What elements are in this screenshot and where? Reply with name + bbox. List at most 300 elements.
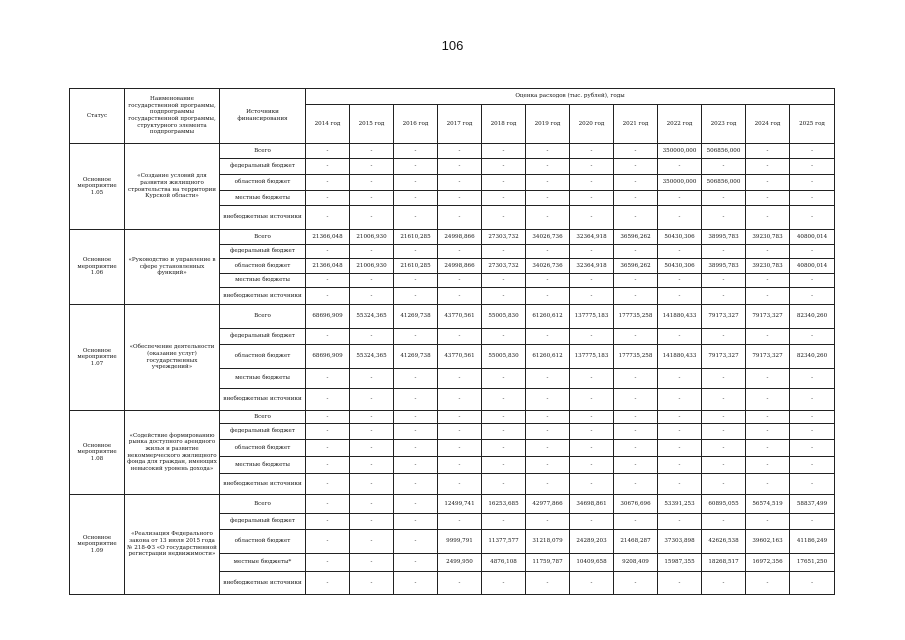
value-cell: - <box>526 274 570 288</box>
value-cell: - <box>350 530 394 554</box>
value-cell: - <box>570 245 614 259</box>
value-cell: - <box>570 288 614 305</box>
value-cell: - <box>306 191 350 206</box>
value-cell: - <box>702 159 746 175</box>
value-cell: - <box>526 206 570 230</box>
value-cell: - <box>438 369 482 389</box>
header-year: 2017 год <box>438 105 482 144</box>
value-cell: 4876,108 <box>482 554 526 572</box>
value-cell: 21610,285 <box>394 230 438 245</box>
value-cell: 38995,783 <box>702 259 746 274</box>
value-cell: 34026,736 <box>526 259 570 274</box>
value-cell: - <box>438 514 482 530</box>
funding-source-cell: местные бюджеты* <box>220 554 306 572</box>
value-cell: - <box>702 206 746 230</box>
header-name: Наименование государственной программы, подпрограммы государственной программы, структурного элемента подпрограммы <box>125 89 220 144</box>
value-cell: - <box>702 457 746 474</box>
value-cell: - <box>526 329 570 345</box>
value-cell: 39602,163 <box>746 530 790 554</box>
value-cell: - <box>394 495 438 514</box>
value-cell: - <box>350 572 394 595</box>
value-cell: - <box>790 411 835 424</box>
value-cell: - <box>306 159 350 175</box>
value-cell: - <box>526 175 570 191</box>
value-cell: - <box>614 206 658 230</box>
header-year: 2024 год <box>746 105 790 144</box>
value-cell: 16253,685 <box>482 495 526 514</box>
value-cell: - <box>790 144 835 159</box>
value-cell: - <box>790 274 835 288</box>
value-cell: - <box>482 329 526 345</box>
value-cell: - <box>658 159 702 175</box>
value-cell: - <box>306 144 350 159</box>
value-cell: - <box>790 389 835 411</box>
value-cell: - <box>482 411 526 424</box>
table-row <box>70 230 835 245</box>
value-cell: - <box>746 572 790 595</box>
value-cell: 11759,787 <box>526 554 570 572</box>
value-cell: - <box>570 457 614 474</box>
funding-source-cell: внебюджетные источники <box>220 572 306 595</box>
value-cell: - <box>526 245 570 259</box>
value-cell: - <box>614 274 658 288</box>
program-name-cell: «Руководство и управление в сфере установленных функций» <box>125 230 220 305</box>
budget-table <box>69 88 835 595</box>
value-cell: - <box>438 440 482 457</box>
value-cell: 21006,930 <box>350 230 394 245</box>
value-cell: 55005,830 <box>482 345 526 369</box>
header-year: 2025 год <box>790 105 835 144</box>
value-cell: - <box>306 495 350 514</box>
value-cell: - <box>746 288 790 305</box>
value-cell: - <box>394 514 438 530</box>
header-year: 2014 год <box>306 105 350 144</box>
value-cell: - <box>614 329 658 345</box>
value-cell: 55324,365 <box>350 345 394 369</box>
value-cell: 21006,930 <box>350 259 394 274</box>
status-cell: Основное мероприятие 1.07 <box>70 305 125 411</box>
value-cell: - <box>614 175 658 191</box>
funding-source-cell: Всего <box>220 144 306 159</box>
value-cell: - <box>526 474 570 495</box>
value-cell: 36596,262 <box>614 259 658 274</box>
funding-source-cell: Всего <box>220 411 306 424</box>
status-cell: Основное мероприятие 1.09 <box>70 495 125 595</box>
value-cell: 41269,738 <box>394 305 438 329</box>
value-cell: - <box>482 245 526 259</box>
value-cell: 21468,287 <box>614 530 658 554</box>
value-cell: - <box>438 329 482 345</box>
value-cell: - <box>658 411 702 424</box>
funding-source-cell: федеральный бюджет <box>220 424 306 440</box>
value-cell: - <box>394 457 438 474</box>
value-cell: - <box>746 514 790 530</box>
value-cell: - <box>394 424 438 440</box>
value-cell: - <box>790 474 835 495</box>
value-cell: - <box>790 424 835 440</box>
value-cell: 36596,262 <box>614 230 658 245</box>
value-cell: 21366,048 <box>306 230 350 245</box>
value-cell: - <box>746 424 790 440</box>
value-cell: - <box>438 144 482 159</box>
value-cell: - <box>526 424 570 440</box>
value-cell: 40800,014 <box>790 259 835 274</box>
value-cell: - <box>614 514 658 530</box>
funding-source-cell: областной бюджет <box>220 530 306 554</box>
value-cell: 50430,306 <box>658 259 702 274</box>
value-cell: - <box>350 411 394 424</box>
value-cell: 27303,732 <box>482 230 526 245</box>
value-cell: - <box>394 554 438 572</box>
value-cell: - <box>482 206 526 230</box>
value-cell: 37303,898 <box>658 530 702 554</box>
value-cell: - <box>570 474 614 495</box>
value-cell: - <box>482 440 526 457</box>
value-cell: - <box>350 554 394 572</box>
value-cell: 24289,203 <box>570 530 614 554</box>
funding-source-cell: внебюджетные источники <box>220 206 306 230</box>
value-cell: - <box>306 530 350 554</box>
value-cell: - <box>482 191 526 206</box>
value-cell: - <box>614 424 658 440</box>
value-cell: - <box>570 514 614 530</box>
value-cell: 38995,783 <box>702 230 746 245</box>
value-cell: - <box>702 411 746 424</box>
value-cell: - <box>702 191 746 206</box>
value-cell: - <box>482 572 526 595</box>
value-cell: - <box>482 457 526 474</box>
value-cell: - <box>658 288 702 305</box>
value-cell: - <box>482 274 526 288</box>
value-cell: 11377,577 <box>482 530 526 554</box>
value-cell: - <box>790 514 835 530</box>
value-cell: - <box>482 424 526 440</box>
value-cell: - <box>438 411 482 424</box>
value-cell: - <box>570 572 614 595</box>
value-cell: - <box>658 424 702 440</box>
value-cell: - <box>790 440 835 457</box>
value-cell: - <box>438 474 482 495</box>
value-cell: - <box>790 206 835 230</box>
value-cell: - <box>306 554 350 572</box>
program-name-cell: «Содействие формированию рынка доступного арендного жилья и развитие некоммерческого жилищного фонда для граждан, имеющих невысокий уровень дохода» <box>125 411 220 495</box>
value-cell: - <box>350 389 394 411</box>
value-cell: - <box>614 474 658 495</box>
funding-source-cell: местные бюджеты <box>220 191 306 206</box>
value-cell: - <box>570 159 614 175</box>
value-cell: - <box>658 389 702 411</box>
value-cell: - <box>394 389 438 411</box>
value-cell: 55324,365 <box>350 305 394 329</box>
value-cell: - <box>394 144 438 159</box>
value-cell: - <box>614 245 658 259</box>
value-cell: - <box>746 144 790 159</box>
value-cell: - <box>614 144 658 159</box>
value-cell: - <box>790 288 835 305</box>
value-cell: - <box>658 191 702 206</box>
funding-source-cell: федеральный бюджет <box>220 514 306 530</box>
value-cell: - <box>350 175 394 191</box>
table-row <box>70 305 835 329</box>
value-cell: - <box>394 288 438 305</box>
value-cell: - <box>658 514 702 530</box>
value-cell: 50430,306 <box>658 230 702 245</box>
funding-source-cell: областной бюджет <box>220 345 306 369</box>
funding-source-cell: федеральный бюджет <box>220 329 306 345</box>
value-cell: - <box>746 191 790 206</box>
value-cell: 39230,783 <box>746 259 790 274</box>
value-cell: - <box>570 329 614 345</box>
value-cell: - <box>350 159 394 175</box>
value-cell: - <box>438 389 482 411</box>
header-year: 2021 год <box>614 105 658 144</box>
value-cell: - <box>438 274 482 288</box>
value-cell: - <box>746 175 790 191</box>
value-cell: - <box>790 159 835 175</box>
value-cell: - <box>350 191 394 206</box>
value-cell: - <box>702 389 746 411</box>
value-cell: - <box>306 572 350 595</box>
value-cell: - <box>658 572 702 595</box>
value-cell: 31218,079 <box>526 530 570 554</box>
value-cell: - <box>394 530 438 554</box>
value-cell: - <box>306 206 350 230</box>
value-cell: 79173,327 <box>746 305 790 329</box>
header-sources: Источники финансирования <box>220 89 306 144</box>
value-cell: 350000,000 <box>658 144 702 159</box>
value-cell: 21366,048 <box>306 259 350 274</box>
program-name-cell: «Реализация Федерального закона от 13 июля 2015 года № 218-ФЗ «О государственной регистрации недвижимости» <box>125 495 220 595</box>
value-cell: - <box>394 159 438 175</box>
value-cell: - <box>306 457 350 474</box>
value-cell: - <box>306 288 350 305</box>
header-estimate: Оценка расходов (тыс. рублей), годы <box>306 89 835 105</box>
value-cell: - <box>306 369 350 389</box>
value-cell: 55005,830 <box>482 305 526 329</box>
value-cell: 137775,183 <box>570 345 614 369</box>
value-cell: 350000,000 <box>658 175 702 191</box>
value-cell: - <box>350 274 394 288</box>
value-cell: - <box>526 369 570 389</box>
value-cell: - <box>790 457 835 474</box>
value-cell: - <box>570 191 614 206</box>
value-cell: - <box>570 440 614 457</box>
value-cell: - <box>306 175 350 191</box>
value-cell: - <box>658 474 702 495</box>
value-cell: 141880,433 <box>658 345 702 369</box>
value-cell: - <box>746 369 790 389</box>
value-cell: - <box>746 457 790 474</box>
value-cell: 43770,561 <box>438 305 482 329</box>
value-cell: - <box>658 245 702 259</box>
value-cell: 42977,866 <box>526 495 570 514</box>
header-year: 2015 год <box>350 105 394 144</box>
status-cell: Основное мероприятие 1.08 <box>70 411 125 495</box>
value-cell: - <box>790 175 835 191</box>
value-cell: - <box>570 369 614 389</box>
value-cell: - <box>350 369 394 389</box>
value-cell: - <box>438 245 482 259</box>
value-cell: - <box>394 245 438 259</box>
value-cell: 79173,327 <box>702 305 746 329</box>
header-year: 2023 год <box>702 105 746 144</box>
value-cell: - <box>790 369 835 389</box>
value-cell: - <box>394 329 438 345</box>
value-cell: - <box>306 245 350 259</box>
value-cell: 79173,327 <box>746 345 790 369</box>
value-cell: - <box>790 191 835 206</box>
value-cell: - <box>658 457 702 474</box>
value-cell: - <box>526 440 570 457</box>
value-cell: 18268,517 <box>702 554 746 572</box>
value-cell: - <box>570 206 614 230</box>
value-cell: 9208,409 <box>614 554 658 572</box>
value-cell: - <box>570 175 614 191</box>
value-cell: - <box>394 274 438 288</box>
value-cell: - <box>306 274 350 288</box>
value-cell: - <box>394 369 438 389</box>
value-cell: - <box>438 206 482 230</box>
program-name-cell: «Обеспечение деятельности (оказание услуг) государственных учреждений» <box>125 305 220 411</box>
value-cell: - <box>746 474 790 495</box>
value-cell: - <box>482 389 526 411</box>
value-cell: - <box>570 144 614 159</box>
value-cell: - <box>394 206 438 230</box>
value-cell: - <box>746 389 790 411</box>
value-cell: - <box>350 514 394 530</box>
value-cell: 53391,253 <box>658 495 702 514</box>
funding-source-cell: федеральный бюджет <box>220 245 306 259</box>
value-cell: 61260,612 <box>526 345 570 369</box>
value-cell: 41269,738 <box>394 345 438 369</box>
value-cell: - <box>306 440 350 457</box>
value-cell: - <box>394 572 438 595</box>
value-cell: 506856,000 <box>702 175 746 191</box>
value-cell: - <box>702 245 746 259</box>
funding-source-cell: областной бюджет <box>220 259 306 274</box>
value-cell: - <box>438 457 482 474</box>
value-cell: 68696,909 <box>306 305 350 329</box>
value-cell: 39230,783 <box>746 230 790 245</box>
value-cell: - <box>350 288 394 305</box>
value-cell: - <box>746 206 790 230</box>
value-cell: 61260,612 <box>526 305 570 329</box>
value-cell: - <box>702 274 746 288</box>
header-year: 2016 год <box>394 105 438 144</box>
header-year: 2019 год <box>526 105 570 144</box>
value-cell: - <box>614 159 658 175</box>
value-cell: - <box>570 424 614 440</box>
status-cell: Основное мероприятие 1.05 <box>70 144 125 230</box>
value-cell: 506856,000 <box>702 144 746 159</box>
funding-source-cell: областной бюджет <box>220 440 306 457</box>
value-cell: - <box>306 329 350 345</box>
value-cell: 43770,561 <box>438 345 482 369</box>
value-cell: - <box>658 329 702 345</box>
value-cell: - <box>746 411 790 424</box>
value-cell: - <box>482 288 526 305</box>
value-cell: - <box>482 474 526 495</box>
value-cell: - <box>614 411 658 424</box>
funding-source-cell: местные бюджеты <box>220 457 306 474</box>
value-cell: 42626,538 <box>702 530 746 554</box>
value-cell: - <box>526 288 570 305</box>
value-cell: - <box>482 514 526 530</box>
value-cell: - <box>614 369 658 389</box>
value-cell: - <box>614 389 658 411</box>
table-row <box>70 495 835 514</box>
funding-source-cell: внебюджетные источники <box>220 389 306 411</box>
value-cell: - <box>702 288 746 305</box>
value-cell: 32364,918 <box>570 259 614 274</box>
funding-source-cell: Всего <box>220 305 306 329</box>
value-cell: - <box>702 440 746 457</box>
funding-source-cell: Всего <box>220 495 306 514</box>
funding-source-cell: федеральный бюджет <box>220 159 306 175</box>
funding-source-cell: местные бюджеты <box>220 369 306 389</box>
value-cell: - <box>526 572 570 595</box>
value-cell: 16972,356 <box>746 554 790 572</box>
value-cell: 82340,260 <box>790 305 835 329</box>
value-cell: - <box>702 514 746 530</box>
funding-source-cell: внебюджетные источники <box>220 474 306 495</box>
value-cell: 34698,861 <box>570 495 614 514</box>
value-cell: 56574,519 <box>746 495 790 514</box>
table-row <box>70 144 835 159</box>
value-cell: - <box>658 369 702 389</box>
value-cell: - <box>438 175 482 191</box>
value-cell: - <box>350 245 394 259</box>
value-cell: - <box>702 474 746 495</box>
value-cell: 177735,258 <box>614 345 658 369</box>
value-cell: - <box>394 191 438 206</box>
value-cell: - <box>702 572 746 595</box>
value-cell: 82340,260 <box>790 345 835 369</box>
value-cell: - <box>350 495 394 514</box>
value-cell: 2499,950 <box>438 554 482 572</box>
funding-source-cell: внебюджетные источники <box>220 288 306 305</box>
value-cell: - <box>614 191 658 206</box>
table-row <box>70 411 835 424</box>
value-cell: - <box>306 411 350 424</box>
program-name-cell: «Создание условий для развития жилищного строительства на территории Курской области» <box>125 144 220 230</box>
value-cell: - <box>570 411 614 424</box>
value-cell: - <box>526 191 570 206</box>
value-cell: - <box>350 457 394 474</box>
value-cell: - <box>350 206 394 230</box>
value-cell: 137775,183 <box>570 305 614 329</box>
value-cell: 40800,014 <box>790 230 835 245</box>
value-cell: - <box>790 245 835 259</box>
value-cell: - <box>438 572 482 595</box>
value-cell: 24998,866 <box>438 259 482 274</box>
value-cell: - <box>746 159 790 175</box>
value-cell: 58837,499 <box>790 495 835 514</box>
value-cell: - <box>394 175 438 191</box>
header-status: Статус <box>70 89 125 144</box>
value-cell: 30676,696 <box>614 495 658 514</box>
value-cell: - <box>350 474 394 495</box>
value-cell: - <box>306 474 350 495</box>
value-cell: - <box>350 144 394 159</box>
value-cell: 17651,250 <box>790 554 835 572</box>
value-cell: - <box>526 389 570 411</box>
value-cell: - <box>482 175 526 191</box>
value-cell: - <box>306 389 350 411</box>
value-cell: - <box>526 159 570 175</box>
value-cell: - <box>438 288 482 305</box>
value-cell: - <box>394 411 438 424</box>
